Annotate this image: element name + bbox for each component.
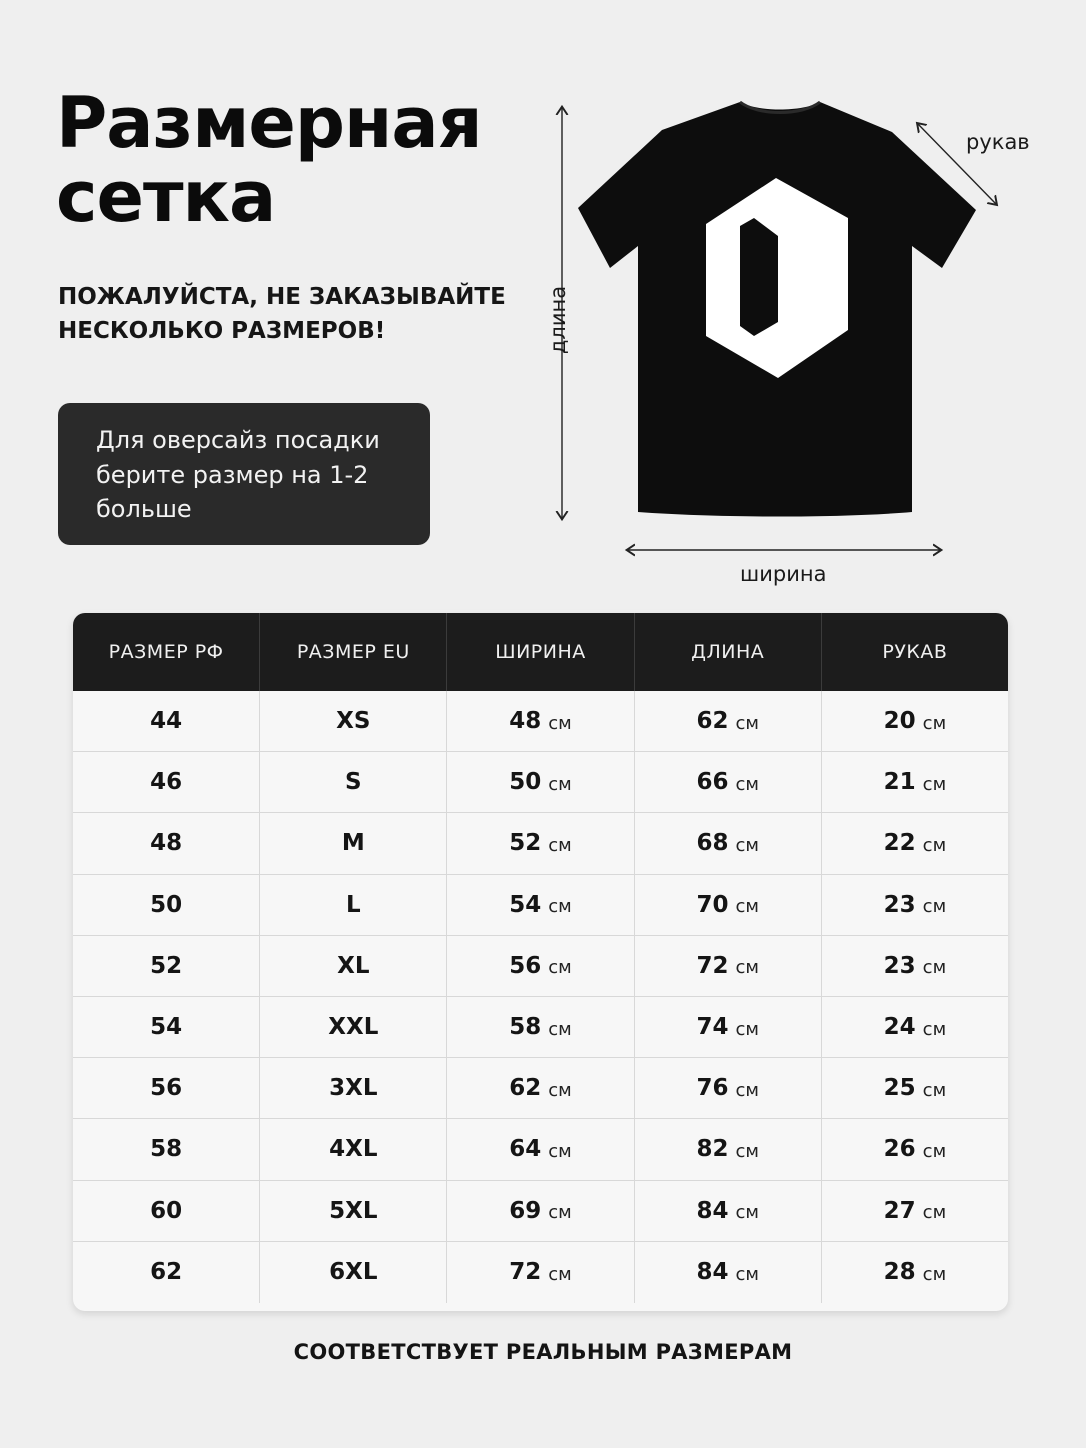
tshirt-illustration: [540, 90, 1060, 590]
cell-width: [447, 1181, 634, 1241]
cell-value: 74: [696, 1014, 729, 1041]
table-row: [73, 752, 1008, 813]
warning-line-1: ПОЖАЛУЙСТА, НЕ ЗАКАЗЫВАЙТЕ: [58, 284, 506, 310]
cell-size-ru: [73, 997, 260, 1057]
cell-value: 56: [150, 1075, 183, 1102]
cell-unit: см: [922, 1079, 947, 1101]
title-line-1: Размерная: [56, 82, 482, 164]
cell-width: [447, 1242, 634, 1303]
cell-unit: см: [922, 1018, 947, 1040]
cell-length: [635, 1242, 822, 1303]
cell-value: 66: [696, 769, 729, 796]
cell-unit: см: [735, 1079, 759, 1101]
table-row: [73, 691, 1008, 752]
cell-length: [635, 1119, 822, 1179]
cell-unit: см: [548, 773, 572, 795]
cell-unit: см: [548, 1018, 572, 1040]
cell-length: [635, 997, 822, 1057]
cell-sleeve: [822, 752, 1008, 812]
cell-unit: см: [922, 1140, 947, 1162]
cell-value: 3XL: [329, 1075, 378, 1102]
page-title: [56, 82, 482, 238]
cell-value: 60: [150, 1197, 183, 1224]
cell-unit: см: [922, 1263, 947, 1285]
cell-length: [635, 752, 822, 812]
footer-text: СООТВЕТСТВУЕТ РЕАЛЬНЫМ РАЗМЕРАМ: [293, 1340, 793, 1364]
cell-width: [447, 997, 634, 1057]
cell-unit: см: [922, 834, 947, 856]
cell-value: 64: [509, 1136, 542, 1163]
warning-line-2: НЕСКОЛЬКО РАЗМЕРОВ!: [58, 318, 386, 344]
cell-unit: см: [735, 896, 759, 918]
cell-unit: см: [735, 834, 759, 856]
cell-value: S: [345, 769, 362, 796]
table-row: [73, 997, 1008, 1058]
cell-value: 50: [150, 891, 183, 918]
cell-unit: см: [922, 957, 947, 979]
cell-length: [635, 1181, 822, 1241]
cell-value: 54: [150, 1014, 183, 1041]
warning-text: [58, 280, 518, 348]
table-row: [73, 1119, 1008, 1180]
cell-unit: см: [922, 896, 947, 918]
cell-value: 28: [883, 1259, 916, 1286]
cell-value: 25: [883, 1075, 916, 1102]
header-size-ru: РАЗМЕР РФ: [73, 613, 260, 691]
cell-value: 44: [150, 708, 183, 735]
cell-size-eu: [260, 1181, 447, 1241]
cell-value: 58: [509, 1014, 542, 1041]
cell-value: 62: [150, 1259, 183, 1286]
cell-size-eu: [260, 691, 447, 751]
cell-size-ru: [73, 813, 260, 873]
cell-width: [447, 1119, 634, 1179]
cell-sleeve: [822, 1242, 1008, 1303]
cell-value: XL: [337, 952, 370, 979]
cell-value: 26: [883, 1136, 916, 1163]
cell-value: XS: [336, 708, 371, 735]
cell-value: L: [345, 891, 361, 918]
cell-size-ru: [73, 875, 260, 935]
table-row: [73, 936, 1008, 997]
cell-size-ru: [73, 1181, 260, 1241]
cell-unit: см: [735, 773, 759, 795]
cell-unit: см: [735, 712, 759, 734]
cell-value: 23: [883, 891, 916, 918]
cell-value: 68: [696, 830, 729, 857]
cell-value: 52: [150, 952, 183, 979]
tshirt-diagram: [540, 90, 1060, 590]
cell-unit: см: [548, 834, 572, 856]
cell-size-eu: [260, 1058, 447, 1118]
cell-value: 20: [883, 708, 916, 735]
cell-width: [447, 752, 634, 812]
cell-size-ru: [73, 752, 260, 812]
note-line-3: больше: [96, 495, 192, 523]
cell-width: [447, 691, 634, 751]
cell-value: 22: [883, 830, 916, 857]
cell-unit: см: [735, 957, 759, 979]
size-table: [73, 613, 1008, 1311]
cell-unit: см: [922, 712, 947, 734]
cell-sleeve: [822, 813, 1008, 873]
cell-sleeve: [822, 691, 1008, 751]
cell-sleeve: [822, 1119, 1008, 1179]
cell-unit: см: [548, 1202, 572, 1224]
cell-value: 69: [509, 1197, 542, 1224]
cell-sleeve: [822, 997, 1008, 1057]
cell-value: 54: [509, 891, 542, 918]
cell-value: 70: [696, 891, 729, 918]
cell-size-eu: [260, 752, 447, 812]
cell-unit: см: [548, 896, 572, 918]
cell-size-ru: [73, 1058, 260, 1118]
cell-length: [635, 936, 822, 996]
table-header: [73, 613, 1008, 691]
cell-unit: см: [735, 1202, 759, 1224]
cell-value: 58: [150, 1136, 183, 1163]
cell-value: 27: [883, 1197, 916, 1224]
cell-sleeve: [822, 1181, 1008, 1241]
cell-length: [635, 1058, 822, 1118]
cell-unit: см: [735, 1018, 759, 1040]
tshirt-icon: [578, 102, 976, 517]
table-body: [73, 691, 1008, 1303]
cell-value: XXL: [328, 1014, 379, 1041]
cell-width: [447, 875, 634, 935]
cell-unit: см: [548, 1140, 572, 1162]
table-row: [73, 1181, 1008, 1242]
cell-value: M: [341, 830, 365, 857]
cell-value: 72: [509, 1259, 542, 1286]
header-sleeve: РУКАВ: [882, 641, 948, 663]
cell-value: 82: [696, 1136, 729, 1163]
cell-value: 23: [883, 952, 916, 979]
cell-value: 52: [509, 830, 542, 857]
cell-size-ru: [73, 936, 260, 996]
cell-unit: см: [922, 1202, 947, 1224]
cell-size-eu: [260, 813, 447, 873]
cell-unit: см: [548, 1263, 572, 1285]
cell-unit: см: [735, 1140, 759, 1162]
cell-value: 4XL: [329, 1136, 378, 1163]
header-length: ДЛИНА: [635, 613, 822, 691]
cell-size-eu: [260, 997, 447, 1057]
cell-sleeve: [822, 936, 1008, 996]
cell-value: 76: [696, 1075, 729, 1102]
header-size-eu: РАЗМЕР EU: [260, 613, 447, 691]
cell-size-ru: [73, 691, 260, 751]
cell-width: [447, 1058, 634, 1118]
cell-value: 48: [150, 830, 183, 857]
cell-width: [447, 813, 634, 873]
table-row: [73, 813, 1008, 874]
table-row: [73, 1242, 1008, 1303]
cell-value: 84: [696, 1197, 729, 1224]
cell-unit: см: [735, 1263, 759, 1285]
cell-length: [635, 813, 822, 873]
cell-value: 62: [509, 1075, 542, 1102]
table-row: [73, 875, 1008, 936]
cell-unit: см: [548, 1079, 572, 1101]
cell-size-eu: [260, 875, 447, 935]
note-line-2: берите размер на 1-2: [96, 460, 369, 489]
cell-length: [635, 875, 822, 935]
cell-size-eu: [260, 1119, 447, 1179]
cell-value: 5XL: [329, 1197, 378, 1224]
cell-unit: см: [922, 773, 947, 795]
header-width: ШИРИНА: [447, 613, 634, 691]
cell-sleeve: [822, 875, 1008, 935]
cell-value: 62: [696, 708, 729, 735]
cell-value: 50: [509, 769, 542, 796]
cell-value: 48: [509, 708, 542, 735]
cell-value: 84: [696, 1259, 729, 1286]
cell-width: [447, 936, 634, 996]
cell-sleeve: [822, 1058, 1008, 1118]
cell-length: [635, 691, 822, 751]
length-label: длина: [546, 285, 570, 355]
cell-value: 72: [696, 952, 729, 979]
note-line-1: Для оверсайз посадки: [96, 426, 380, 454]
cell-value: 6XL: [329, 1259, 378, 1286]
cell-size-ru: [73, 1119, 260, 1179]
cell-unit: см: [548, 957, 572, 979]
cell-unit: см: [548, 712, 572, 734]
oversize-note: [58, 403, 430, 545]
cell-size-eu: [260, 936, 447, 996]
cell-size-ru: [73, 1242, 260, 1303]
cell-value: 56: [509, 952, 542, 979]
table-row: [73, 1058, 1008, 1119]
cell-value: 46: [150, 769, 183, 796]
cell-size-eu: [260, 1242, 447, 1303]
title-line-2: сетка: [56, 156, 276, 238]
sleeve-label: рукав: [966, 130, 1030, 154]
cell-value: 21: [883, 769, 916, 796]
width-label: ширина: [740, 562, 827, 586]
cell-value: 24: [883, 1014, 916, 1041]
